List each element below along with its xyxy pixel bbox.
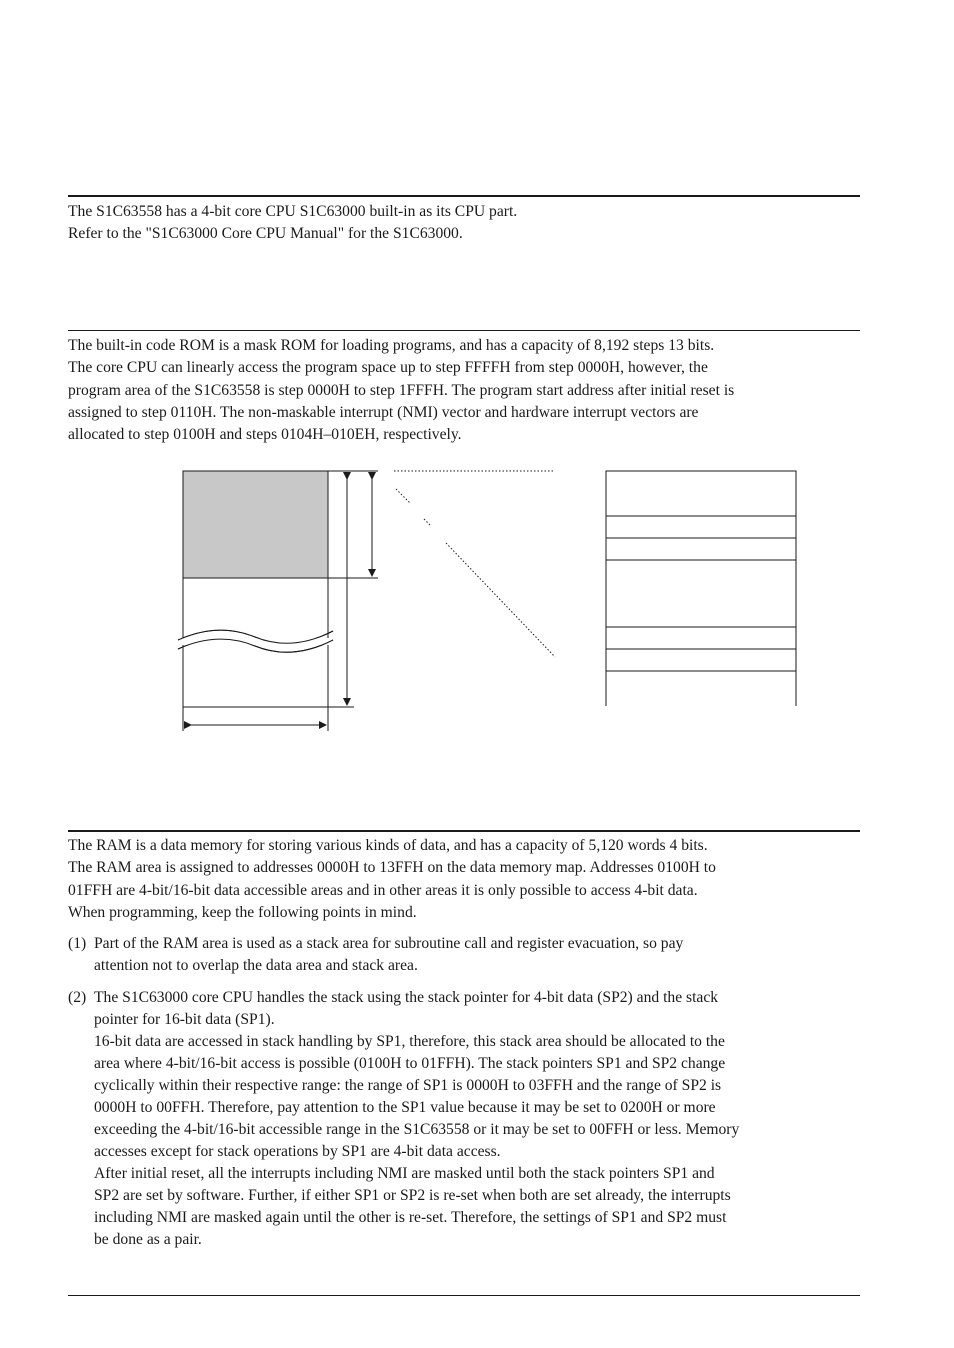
rom-text-line: The built-in code ROM is a mask ROM for loading programs, and has a capacity of 8,192 steps 13 bits. [68, 337, 715, 354]
rom-text-line: allocated to step 0100H and steps 0104H–010EH, respectively. [68, 426, 462, 444]
ram-text-line: The RAM is a data memory for storing various kinds of data, and has a capacity of 5,120 words 4 bits. [68, 837, 708, 854]
expansion-dotted-line [424, 519, 430, 525]
ram-note-line: After initial reset, all the interrupts including NMI are masked until both the stack pointers SP1 and [94, 1165, 715, 1182]
ram-note-line: accesses except for stack operations by SP1 are 4-bit data access. [94, 1143, 501, 1160]
rom-detail-map [606, 471, 796, 707]
ram-note-line: pointer for 16-bit data (SP1). [94, 1011, 275, 1028]
cpu-text-line: Refer to the "S1C63000 Core CPU Manual" for the S1C63000. [68, 225, 463, 243]
rom-text-line: program area of the S1C63558 is step 0000H to step 1FFFH. The program start address after initial reset is [68, 381, 735, 399]
ram-note-line: attention not to overlap the data area and stack area. [94, 957, 418, 974]
ram-note-line: SP2 are set by software. Further, if either SP1 or SP2 is re-set when both are set already, the interrupts [94, 1187, 731, 1204]
ram-note-line: 16-bit data are accessed in stack handling by SP1, therefore, this stack area should be allocated to the [94, 1033, 725, 1050]
ram-note-line: including NMI are masked again until the other is re-set. Therefore, the settings of SP1 and SP2 must [94, 1209, 727, 1226]
ram-section-text [68, 835, 860, 924]
ram-text-line: When programming, keep the following points in mind. [68, 903, 417, 921]
ram-text-line: The RAM area is assigned to addresses 0000H to 13FFH on the data memory map. Addresses 0100H to [68, 859, 716, 877]
cpu-text-line: The S1C63558 has a 4-bit core CPU S1C63000 built-in as its CPU part. [68, 203, 518, 220]
rom-text-line: The core CPU can linearly access the program space up to step FFFFH from step 0000H, however, the [68, 359, 708, 377]
rom-text-line: assigned to step 0110H. The non-maskable interrupt (NMI) vector and hardware interrupt vectors are [68, 403, 699, 421]
ram-note-line: area where 4-bit/16-bit access is possible (0100H to 01FFH). The stack pointers SP1 and SP2 change [94, 1055, 726, 1072]
ram-note-line: The S1C63000 core CPU handles the stack using the stack pointer for 4-bit data (SP2) and the stack [94, 989, 719, 1006]
ram-text-line: 01FFH are 4-bit/16-bit data accessible areas and in other areas it is only possible to access 4-bit data. [68, 881, 698, 899]
ram-note-line: be done as a pair. [94, 1231, 202, 1248]
ram-note-number: (2) [68, 989, 87, 1006]
ram-note-line: cyclically within their respective range: the range of SP1 is 0000H to 03FFH and the range of SP2 is [94, 1077, 722, 1094]
ram-note-line: exceeding the 4-bit/16-bit accessible range in the S1C63558 or it may be set to 00FFH or less. Memory [94, 1121, 740, 1138]
ram-note-line: 0000H to 00FFH. Therefore, pay attention to the SP1 value because it may be set to 0200H or more [94, 1099, 716, 1116]
ram-note-line: Part of the RAM area is used as a stack area for subroutine call and register evacuation, so pay [94, 935, 684, 952]
ram-note-number: (1) [68, 935, 87, 952]
expansion-dotted-line [446, 543, 555, 657]
expansion-dotted-line [396, 489, 410, 503]
rom-shaded-area [183, 471, 328, 578]
